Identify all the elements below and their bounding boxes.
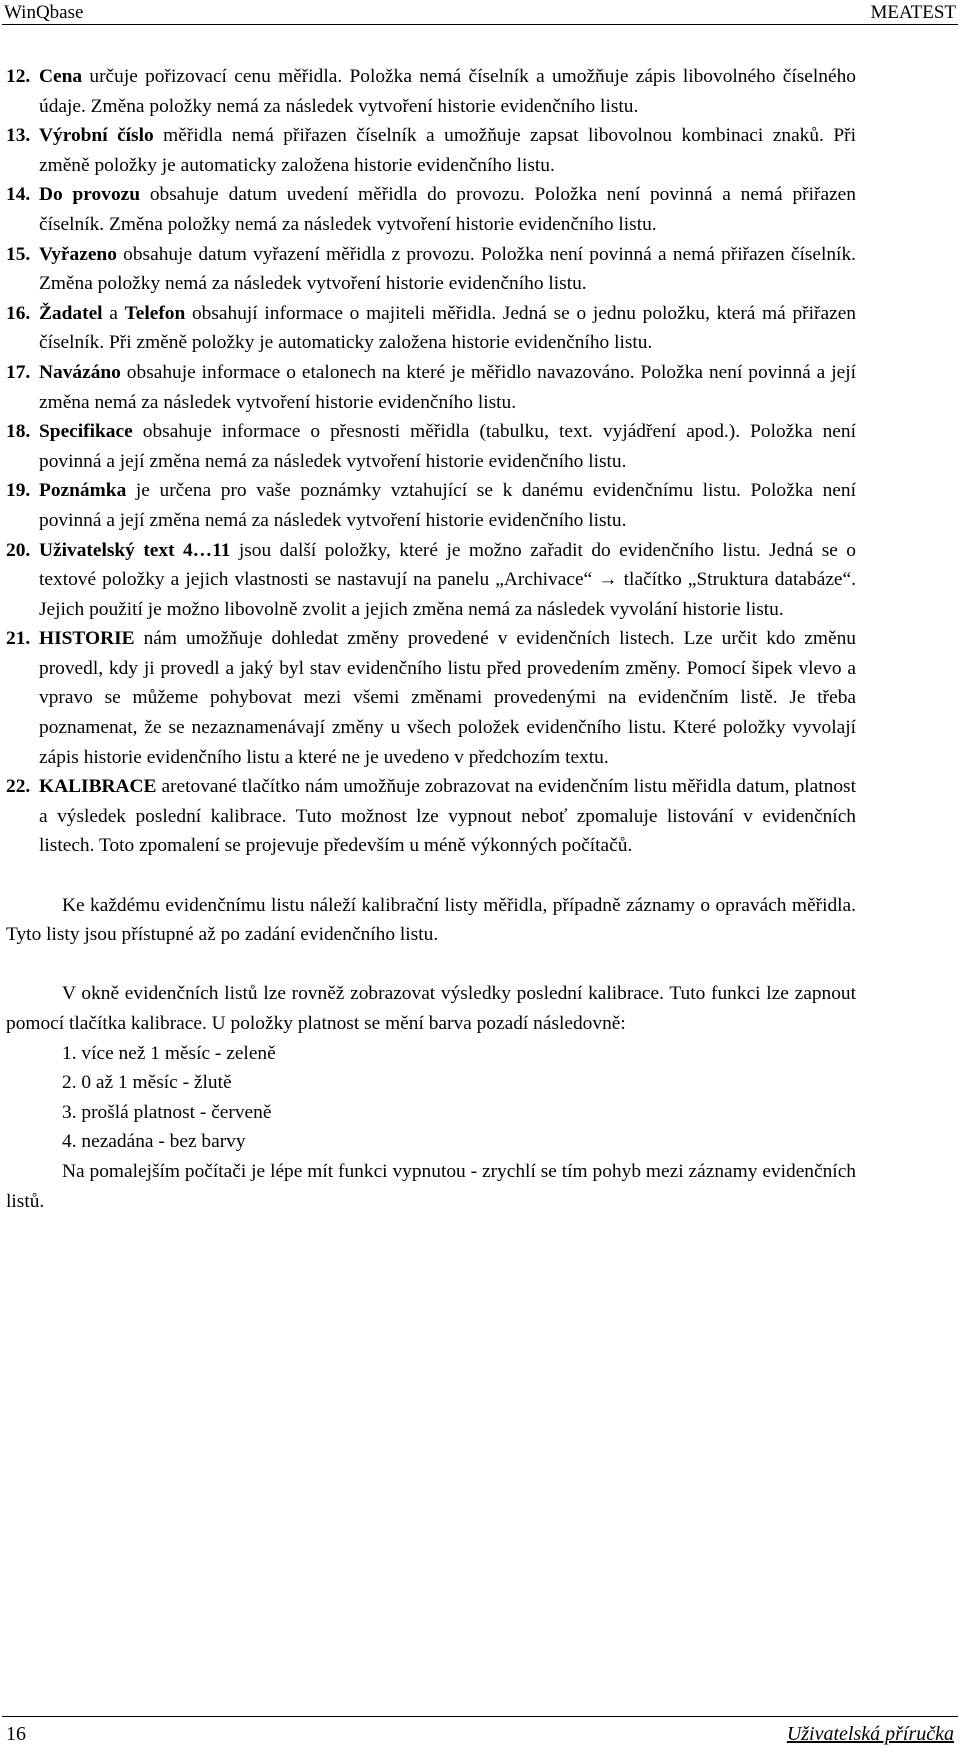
list-item <box>6 772 856 861</box>
item-text: obsahuje datum vyřazení měřidla z provozu. Položka není povinná a nemá přiřazen číselník. Změna položky nemá za následek vytvoření historie evidenčního listu. <box>39 243 856 295</box>
document-body <box>6 62 856 1216</box>
color-list-item: 3. prošlá platnost - červeně <box>62 1101 272 1123</box>
list-item <box>6 180 856 239</box>
paragraph-slow-computer: Na pomalejším počítači je lépe mít funkci vypnutou - zrychlí se tím pohyb mezi záznamy evidenčních listů. <box>6 1160 856 1212</box>
item-connector: a <box>102 302 125 324</box>
item-term: Specifikace <box>39 421 133 443</box>
item-text: obsahuje informace o etalonech na které je měřidlo navazováno. Položka není povinná a její změna nemá za následek vytvoření historie evidenčního listu. <box>39 361 856 413</box>
spacer <box>6 861 856 891</box>
item-number: 13. <box>6 125 31 147</box>
item-number: 15. <box>6 243 31 265</box>
page-footer <box>2 1716 958 1747</box>
list-item <box>6 358 856 417</box>
list-item <box>6 62 856 121</box>
page-number: 16 <box>6 1723 26 1745</box>
header-app-name: WinQbase <box>4 2 84 23</box>
list-item <box>6 240 856 299</box>
item-term: Vyřazeno <box>39 243 117 265</box>
item-number: 12. <box>6 66 31 87</box>
list-item <box>6 417 856 476</box>
header-company: MEATEST <box>870 2 956 23</box>
list-item <box>6 299 856 358</box>
list-item <box>6 536 856 625</box>
item-term-2: Telefon <box>124 302 186 324</box>
item-number: 18. <box>6 421 31 443</box>
item-text: jsou další položky, které je možno zařadit do evidenčního listu. Jedná se o textové položky a jejich vlastnosti se nastavují na panelu „Archivace“ → tlačítko „Struktura databáze“. Jejich použití je možno libovolně zvolit a jejich změna nemá za následek vyvolání historie listu. <box>39 539 856 620</box>
item-text: je určena pro vaše poznámky vztahující se k danému evidenčnímu listu. Položka není povinná a její změna nemá za následek vytvoření historie evidenčního listu. <box>39 480 856 531</box>
item-term: Žadatel <box>39 302 103 324</box>
item-term: Poznámka <box>39 480 127 502</box>
item-number: 20. <box>6 539 31 561</box>
item-term: Uživatelský text 4…11 <box>39 539 231 561</box>
list-item <box>6 476 856 535</box>
item-text: obsahuje informace o přesnosti měřidla (tabulku, text. vyjádření apod.). Položka není povinná a její změna nemá za následek vytvoření historie evidenčního listu. <box>39 421 856 472</box>
item-text: obsahuje datum uvedení měřidla do provozu. Položka není povinná a nemá přiřazen číselník. Změna položky nemá za následek vytvoření historie evidenčního listu. <box>39 184 856 235</box>
item-term: Cena <box>39 66 83 87</box>
list-item <box>6 121 856 180</box>
color-list-item: 2. 0 až 1 měsíc - žlutě <box>62 1072 232 1094</box>
item-term: Do provozu <box>39 184 141 206</box>
color-list-item: 1. více než 1 měsíc - zeleně <box>62 1042 276 1064</box>
item-term: Výrobní číslo <box>39 125 154 147</box>
item-term: Navázáno <box>39 361 121 383</box>
page-header <box>2 2 958 25</box>
item-term: HISTORIE <box>39 628 135 650</box>
list-item <box>6 624 856 772</box>
item-text: určuje pořizovací cenu měřidla. Položka nemá číselník a umožňuje zápis libovolného číselného údaje. Změna položky nemá za následek vytvoření historie evidenčního listu. <box>39 66 856 117</box>
footer-title: Uživatelská příručka <box>786 1723 954 1745</box>
item-number: 19. <box>6 480 31 502</box>
item-number: 17. <box>6 361 31 383</box>
item-text: nám umožňuje dohledat změny provedené v evidenčních listech. Lze určit kdo změnu provedl, kdy ji provedl a jaký byl stav evidenčního listu před provedením změny. Pomocí šipek vlevo a vpravo se můžeme pohybovat mezi všemi změnami provedenými na evidenčním listě. Je třeba poznamenat, že se nezaznamenávají změny u všech položek evidenčního listu. Které položky vyvolají zápis historie evidenčního listu a které ne je uvedeno v předchozím textu. <box>39 628 856 768</box>
spacer <box>6 950 856 980</box>
item-number: 21. <box>6 628 31 650</box>
paragraph-calibration-sheets: Ke každému evidenčnímu listu náleží kalibrační listy měřidla, případně záznamy o opravách měřidla. Tyto listy jsou přístupné až po zadání evidenčního listu. <box>6 894 856 946</box>
item-text: měřidla nemá přiřazen číselník a umožňuje zapsat libovolnou kombinaci znaků. Při změně položky je automaticky založena historie evidenčního listu. <box>39 125 857 176</box>
color-list-item: 4. nezadána - bez barvy <box>62 1131 246 1153</box>
item-text: obsahují informace o majiteli měřidla. Jedná se o jednu položku, která má přiřazen číselník. Při změně položky je automaticky založena historie evidenčního listu. <box>39 302 857 354</box>
item-number: 14. <box>6 184 31 206</box>
paragraph-last-calibration: V okně evidenčních listů lze rovněž zobrazovat výsledky poslední kalibrace. Tuto funkci lze zapnout pomocí tlačítka kalibrace. U položky platnost se mění barva pozadí následovně: <box>6 983 856 1034</box>
item-term: KALIBRACE <box>39 776 157 798</box>
item-number: 16. <box>6 302 31 324</box>
item-number: 22. <box>6 776 31 798</box>
item-text: aretované tlačítko nám umožňuje zobrazovat na evidenčním listu měřidla datum, platnost a výsledek poslední kalibrace. Tuto možnost lze vypnout neboť zpomaluje listování v evidenčních listech. Toto zpomalení se projevuje především u méně výkonných počítačů. <box>39 776 856 857</box>
